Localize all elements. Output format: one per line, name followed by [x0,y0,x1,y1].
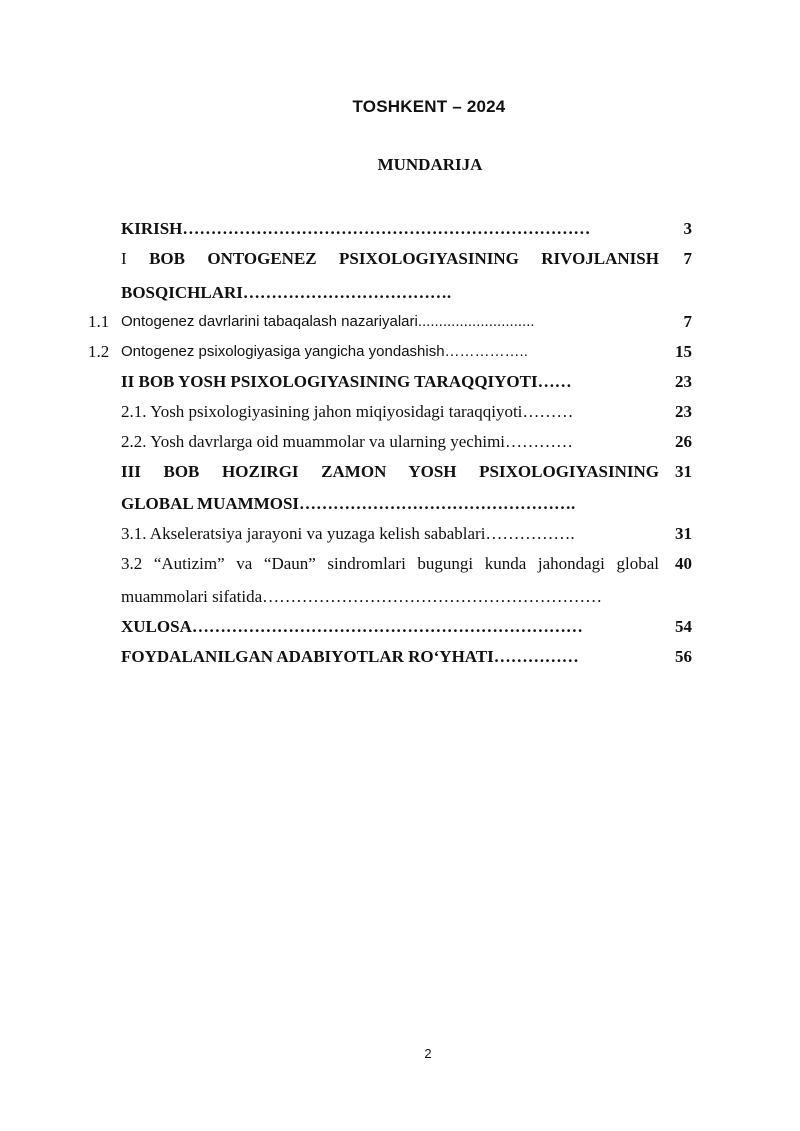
toc-entry-text: 2.1. Yosh psixologiyasining jahon miqiyosidagi taraqqiyoti……… [121,402,574,421]
toc-entry-page: 7 [683,312,692,331]
toc-entry-text: II BOB YOSH PSIXOLOGIYASINING TARAQQIYOTI…… [121,372,572,391]
toc-entry-page: 7 [683,249,692,268]
toc-entry-text: KIRISH……………………………………………………………… [121,219,591,238]
toc-entry-text: Ontogenez psixologiyasiga yangicha yondashish…………….. [121,343,528,360]
toc-entry-page: 26 [675,432,692,451]
toc-entry-3-2-cont[interactable] [0,582,800,612]
toc-entry-2-1[interactable] [0,397,800,427]
toc-entry-text: 2.2. Yosh davrlarga oid muammolar va ularning yechimi………… [121,432,574,451]
toc-entry-title: BOB ONTOGENEZ PSIXOLOGIYASINING RIVOJLANISH [149,249,659,268]
toc-entry-page: 3 [683,219,692,238]
toc-entry-page: 40 [675,554,692,573]
toc-entry-text: 3.2 “Autizim” va “Daun” sindromlari bugungi kunda jahondagi global [121,554,659,573]
toc-entry-text: 3.1. Akseleratsiya jarayoni va yuzaga kelish sabablari……………. [121,524,575,543]
toc-entry-page: 56 [675,647,692,666]
toc-entry-text: GLOBAL MUAMMOSI…………………………………………. [121,494,576,513]
toc-entry-text: muammolari sifatida…………………………………………………… [121,587,603,606]
toc-entry-chapter-2[interactable] [0,367,800,397]
toc-entry-kirish[interactable] [0,214,800,244]
toc-entry-text: III BOB HOZIRGI ZAMON YOSH PSIXOLOGIYASINING [121,462,659,481]
toc-title: MUNDARIJA [377,155,483,174]
toc-entry-page: 31 [675,462,692,481]
toc-entry-text [121,244,659,274]
toc-entry-text: BOSQICHLARI………………………………. [121,283,452,302]
toc-entry-text: XULOSA…………………………………………………………… [121,617,583,636]
toc-entry-chapter-1-cont[interactable] [0,278,800,308]
toc-entry-3-2[interactable] [0,549,800,579]
city-year-heading: TOSHKENT – 2024 [352,97,506,116]
toc-entry-1-2[interactable] [0,337,800,367]
toc-entry-chapter-1[interactable] [0,244,800,274]
toc-entry-page: 23 [675,372,692,391]
toc-entry-references[interactable] [0,642,800,672]
toc-entry-page: 15 [675,342,692,361]
toc-entry-xulosa[interactable] [0,612,800,642]
toc-entry-number: 1.2 [88,342,110,361]
toc-entry-text: FOYDALANILGAN ADABIYOTLAR RO‘YHATI…………… [121,647,579,666]
toc-entry-prefix: I [121,249,150,268]
toc-entry-2-2[interactable] [0,427,800,457]
toc-entry-page: 31 [675,524,692,543]
toc-entry-1-1[interactable] [0,307,800,337]
toc-entry-3-1[interactable] [0,519,800,549]
toc-entry-page: 23 [675,402,692,421]
toc-entry-number: 1.1 [88,312,110,331]
toc-entry-page: 54 [675,617,692,636]
toc-entry-text: Ontogenez davrlarini tabaqalash nazariyalari............................ [121,313,535,330]
toc-entry-chapter-3[interactable] [0,457,800,487]
page-number: 2 [424,1046,432,1061]
toc-entry-chapter-3-cont[interactable] [0,489,800,519]
